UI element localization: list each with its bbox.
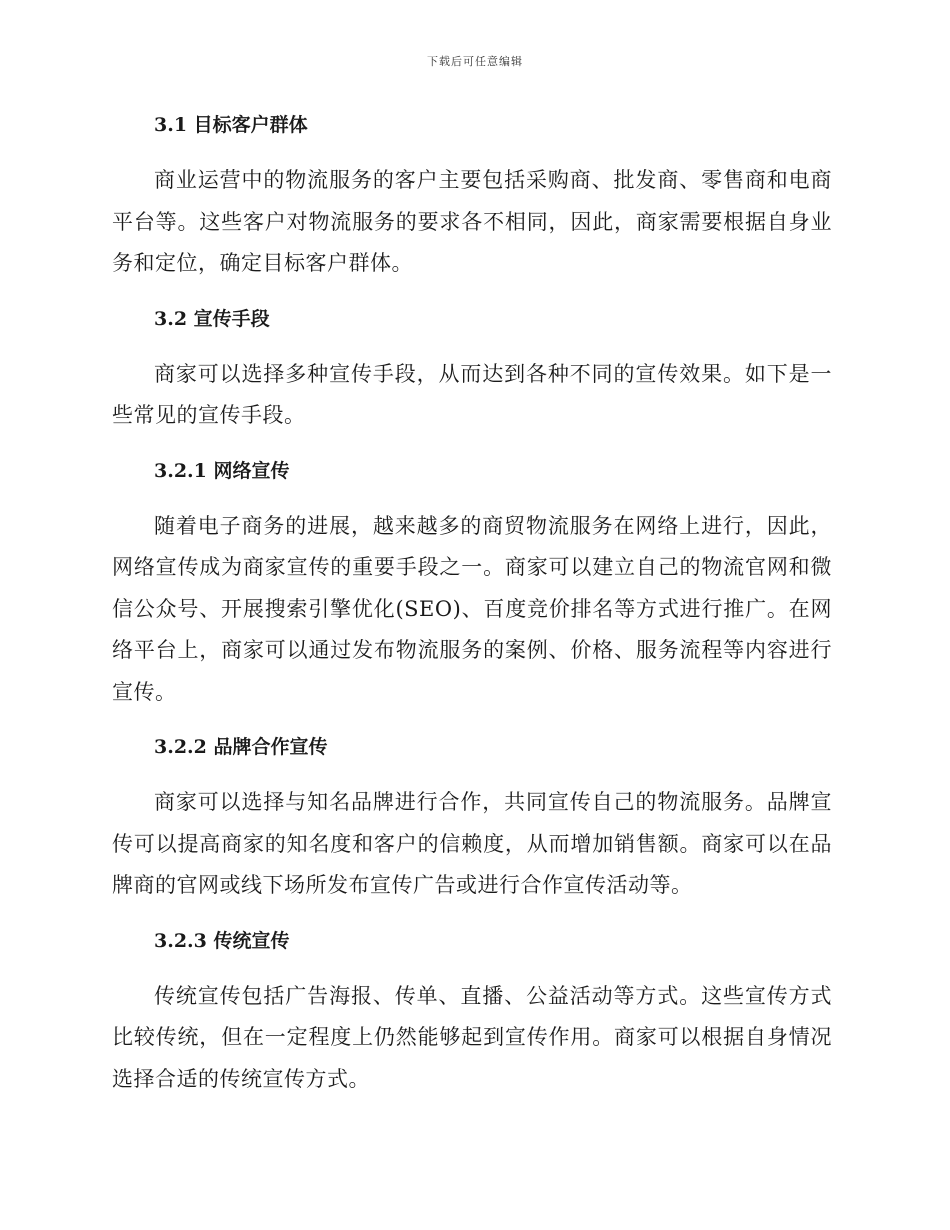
section-heading: 3.2.3 传统宣传	[154, 929, 290, 952]
section-brand-partnership	[112, 727, 832, 921]
section-traditional-promotion	[112, 921, 832, 1101]
section-promotion-methods	[112, 299, 832, 451]
section-online-promotion	[112, 451, 832, 728]
section-heading: 3.2.1 网络宣传	[154, 459, 290, 482]
section-paragraph: 传统宣传包括广告海报、传单、直播、公益活动等方式。这些宣传方式比较传统，但在一定程度上仍然能够起到宣传作用。商家可以根据自身情况选择合适的传统宣传方式。	[112, 983, 832, 1091]
section-heading: 3.2.2 品牌合作宣传	[154, 736, 328, 758]
section-paragraph: 商家可以选择与知名品牌进行合作，共同宣传自己的物流服务。品牌宣传可以提高商家的知名度和客户的信赖度，从而增加销售额。商家可以在品牌商的官网或线下场所发布宣传广告或进行合作宣传活动等。	[112, 790, 832, 897]
page-header: 下载后可任意编辑	[427, 55, 523, 68]
section-paragraph: 随着电子商务的进展，越来越多的商贸物流服务在网络上进行，因此，网络宣传成为商家宣传的重要手段之一。商家可以建立自己的物流官网和微信公众号、开展搜索引擎优化(SEO)、百度竞价排名等方式进行推广。在网络平台上，商家可以通过发布物流服务的案例、价格、服务流程等内容进行宣传。	[112, 513, 832, 704]
section-heading: 3.1 目标客户群体	[154, 114, 308, 136]
section-target-customers	[112, 105, 832, 299]
section-paragraph: 商家可以选择多种宣传手段，从而达到各种不同的宣传效果。如下是一些常见的宣传手段。	[112, 361, 832, 427]
section-paragraph: 商业运营中的物流服务的客户主要包括采购商、批发商、零售商和电商平台等。这些客户对物流服务的要求各不相同，因此，商家需要根据自身业务和定位，确定目标客户群体。	[112, 168, 832, 275]
document-body	[112, 105, 832, 1100]
section-heading: 3.2 宣传手段	[154, 307, 270, 330]
